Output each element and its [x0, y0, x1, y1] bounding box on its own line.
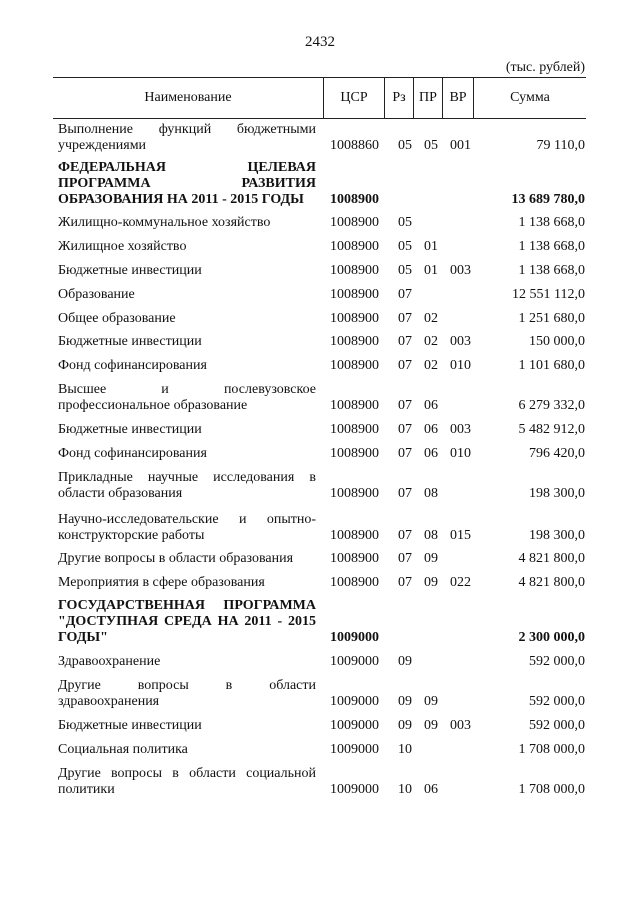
cell-pr: 02 [424, 358, 438, 373]
row-name [58, 263, 316, 279]
cell-rz: 07 [398, 334, 412, 349]
row-name-line: Выполнение функций бюджетными [58, 122, 316, 137]
cell-csr: 1008900 [330, 311, 379, 326]
row-name [58, 311, 316, 327]
cell-rz: 10 [398, 782, 412, 797]
cell-pr: 02 [424, 311, 438, 326]
cell-csr: 1008900 [330, 192, 379, 207]
cell-pr: 08 [424, 486, 438, 501]
row-name-line: Научно-исследовательские и опытно- [58, 512, 316, 527]
row-name-line: Другие вопросы в области [58, 678, 316, 693]
cell-csr: 1008900 [330, 446, 379, 461]
row-name-line: Бюджетные инвестиции [58, 263, 202, 278]
cell-csr: 1008900 [330, 287, 379, 302]
row-name-line: Прикладные научные исследования в [58, 470, 316, 485]
table-row [0, 382, 640, 414]
cell-pr: 06 [424, 422, 438, 437]
row-name-line: Другие вопросы в области образования [58, 551, 294, 566]
cell-csr: 1008860 [330, 138, 379, 153]
table-row [0, 598, 640, 646]
cell-csr: 1008900 [330, 551, 379, 566]
cell-sum: 4 821 800,0 [518, 575, 585, 590]
table-row [0, 718, 640, 734]
cell-sum: 1 138 668,0 [518, 215, 585, 230]
cell-sum: 796 420,0 [529, 446, 585, 461]
cell-vr: 010 [450, 446, 471, 461]
row-name-line: Здравоохранение [58, 654, 161, 669]
table-row [0, 575, 640, 591]
cell-pr: 09 [424, 694, 438, 709]
cell-sum: 1 708 000,0 [518, 782, 585, 797]
table-row [0, 215, 640, 231]
cell-pr: 06 [424, 782, 438, 797]
cell-csr: 1008900 [330, 334, 379, 349]
cell-sum: 1 138 668,0 [518, 263, 585, 278]
table-row [0, 654, 640, 670]
column-header-vr: ВР [449, 90, 467, 105]
row-name [58, 122, 316, 154]
cell-rz: 05 [398, 239, 412, 254]
cell-csr: 1008900 [330, 398, 379, 413]
cell-csr: 1009000 [330, 694, 379, 709]
row-name [58, 575, 316, 591]
row-name-line: Мероприятия в сфере образования [58, 575, 265, 590]
row-name-line: политики [58, 782, 115, 797]
cell-sum: 4 821 800,0 [518, 551, 585, 566]
cell-rz: 07 [398, 358, 412, 373]
row-name-line: здравоохранения [58, 694, 160, 709]
cell-rz: 07 [398, 486, 412, 501]
row-name-line: ПРОГРАММА РАЗВИТИЯ [58, 176, 316, 191]
cell-csr: 1009000 [330, 718, 379, 733]
row-name [58, 239, 316, 255]
cell-sum: 79 110,0 [536, 138, 585, 153]
table-row [0, 334, 640, 350]
cell-vr: 022 [450, 575, 471, 590]
cell-sum: 592 000,0 [529, 694, 585, 709]
cell-pr: 09 [424, 718, 438, 733]
row-name [58, 766, 316, 798]
cell-sum: 198 300,0 [529, 528, 585, 543]
table-row [0, 512, 640, 544]
table-row [0, 287, 640, 303]
cell-rz: 07 [398, 287, 412, 302]
column-header-csr: ЦСР [340, 90, 368, 105]
units-label: (тыс. рублей) [505, 60, 585, 75]
row-name [58, 422, 316, 438]
cell-rz: 10 [398, 742, 412, 757]
table-row [0, 239, 640, 255]
cell-sum: 12 551 112,0 [512, 287, 585, 302]
cell-rz: 05 [398, 215, 412, 230]
row-name-line: ГОДЫ" [58, 630, 108, 645]
cell-rz: 09 [398, 654, 412, 669]
cell-csr: 1008900 [330, 486, 379, 501]
row-name [58, 215, 316, 231]
table-row [0, 160, 640, 208]
cell-pr: 01 [424, 263, 438, 278]
row-name-line: Бюджетные инвестиции [58, 718, 202, 733]
row-name [58, 742, 316, 758]
cell-pr: 09 [424, 551, 438, 566]
row-name [58, 382, 316, 414]
cell-sum: 5 482 912,0 [518, 422, 585, 437]
cell-csr: 1008900 [330, 215, 379, 230]
row-name [58, 598, 316, 646]
row-name-line: Жилищное хозяйство [58, 239, 187, 254]
column-header-sum: Сумма [510, 90, 550, 105]
row-name [58, 160, 316, 208]
table-row [0, 551, 640, 567]
cell-vr: 003 [450, 422, 471, 437]
row-name-line: конструкторские работы [58, 528, 205, 543]
row-name-line: Другие вопросы в области социальной [58, 766, 316, 781]
cell-pr: 01 [424, 239, 438, 254]
cell-pr: 05 [424, 138, 438, 153]
cell-pr: 06 [424, 398, 438, 413]
row-name [58, 358, 316, 374]
row-name-line: Фонд софинансирования [58, 446, 207, 461]
table-row [0, 742, 640, 758]
table-row [0, 766, 640, 798]
cell-pr: 06 [424, 446, 438, 461]
cell-rz: 05 [398, 263, 412, 278]
cell-sum: 150 000,0 [529, 334, 585, 349]
cell-vr: 015 [450, 528, 471, 543]
cell-rz: 07 [398, 575, 412, 590]
table-row [0, 678, 640, 710]
cell-pr: 09 [424, 575, 438, 590]
table-row [0, 311, 640, 327]
cell-rz: 07 [398, 422, 412, 437]
cell-csr: 1008900 [330, 422, 379, 437]
row-name-line: области образования [58, 486, 183, 501]
row-name [58, 678, 316, 710]
cell-sum: 2 300 000,0 [518, 630, 585, 645]
row-name [58, 446, 316, 462]
cell-vr: 001 [450, 138, 471, 153]
cell-csr: 1008900 [330, 528, 379, 543]
page-number: 2432 [305, 34, 335, 50]
row-name [58, 287, 316, 303]
row-name [58, 512, 316, 544]
cell-rz: 09 [398, 718, 412, 733]
table-row [0, 122, 640, 154]
cell-vr: 003 [450, 263, 471, 278]
table-row [0, 422, 640, 438]
table-row [0, 446, 640, 462]
row-name [58, 551, 316, 567]
cell-rz: 09 [398, 694, 412, 709]
cell-csr: 1008900 [330, 358, 379, 373]
cell-pr: 02 [424, 334, 438, 349]
row-name-line: Жилищно-коммунальное хозяйство [58, 215, 271, 230]
table-header [53, 77, 586, 119]
row-name-line: Бюджетные инвестиции [58, 334, 202, 349]
table-row [0, 470, 640, 502]
cell-vr: 003 [450, 718, 471, 733]
row-name [58, 470, 316, 502]
cell-rz: 07 [398, 528, 412, 543]
cell-csr: 1008900 [330, 575, 379, 590]
cell-csr: 1008900 [330, 263, 379, 278]
cell-sum: 1 708 000,0 [518, 742, 585, 757]
cell-csr: 1009000 [330, 654, 379, 669]
row-name-line: Образование [58, 287, 135, 302]
row-name [58, 334, 316, 350]
column-header-rz: Рз [392, 90, 406, 105]
row-name-line: Высшее и послевузовское [58, 382, 316, 397]
row-name [58, 654, 316, 670]
row-name-line: Фонд софинансирования [58, 358, 207, 373]
row-name-line: ФЕДЕРАЛЬНАЯ ЦЕЛЕВАЯ [58, 160, 316, 175]
cell-csr: 1009000 [330, 630, 379, 645]
cell-vr: 010 [450, 358, 471, 373]
cell-vr: 003 [450, 334, 471, 349]
cell-csr: 1009000 [330, 782, 379, 797]
cell-csr: 1009000 [330, 742, 379, 757]
cell-sum: 1 138 668,0 [518, 239, 585, 254]
cell-pr: 08 [424, 528, 438, 543]
row-name-line: ГОСУДАРСТВЕННАЯ ПРОГРАММА [58, 598, 316, 613]
cell-sum: 6 279 332,0 [518, 398, 585, 413]
cell-rz: 07 [398, 551, 412, 566]
cell-sum: 592 000,0 [529, 654, 585, 669]
column-header-pr: ПР [419, 90, 437, 105]
row-name-line: ОБРАЗОВАНИЯ НА 2011 - 2015 ГОДЫ [58, 192, 304, 207]
column-header-name: Наименование [144, 90, 232, 105]
cell-sum: 13 689 780,0 [511, 192, 585, 207]
row-name-line: учреждениями [58, 138, 147, 153]
table-row [0, 263, 640, 279]
cell-csr: 1008900 [330, 239, 379, 254]
cell-rz: 07 [398, 311, 412, 326]
cell-sum: 198 300,0 [529, 486, 585, 501]
row-name-line: "ДОСТУПНАЯ СРЕДА НА 2011 - 2015 [58, 614, 316, 629]
cell-sum: 1 251 680,0 [518, 311, 585, 326]
cell-rz: 07 [398, 398, 412, 413]
row-name-line: профессиональное образование [58, 398, 248, 413]
cell-sum: 1 101 680,0 [518, 358, 585, 373]
row-name [58, 718, 316, 734]
table-row [0, 358, 640, 374]
row-name-line: Общее образование [58, 311, 176, 326]
cell-rz: 07 [398, 446, 412, 461]
cell-sum: 592 000,0 [529, 718, 585, 733]
row-name-line: Социальная политика [58, 742, 188, 757]
cell-rz: 05 [398, 138, 412, 153]
row-name-line: Бюджетные инвестиции [58, 422, 202, 437]
